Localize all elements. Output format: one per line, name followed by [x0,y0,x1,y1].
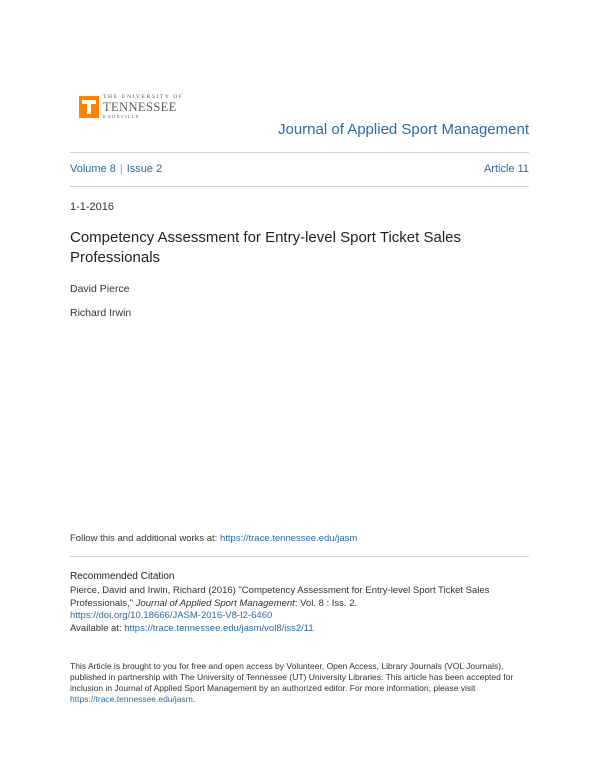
follow-text: Follow this and additional works at: [70,533,220,544]
publication-date: 1-1-2016 [70,201,115,213]
follow-line [70,533,357,544]
access-notice [70,661,530,705]
access-notice-period: . [192,694,196,704]
article-number-link[interactable]: Article 11 [483,163,529,175]
citation-heading: Recommended Citation [70,571,175,582]
access-notice-text: This Article is brought to you for free and open access by Volunteer, Open Access, Library Journals (VOL Journals), published in partnership with The University of Tennessee (UT) University Libraries. This article has been accepted for inclusion in Journal of Applied Sport Management by an authorized editor. For more information, please visit [70,661,514,693]
citation-block [70,585,530,635]
follow-link[interactable]: https://trace.tennessee.edu/jasm [219,533,358,544]
issue-breadcrumb [70,163,162,175]
power-t-icon [79,96,99,118]
citation-journal: Journal of Applied Sport Management [135,597,295,609]
logo-line-tennessee: TENNESSEE [103,100,177,115]
logo-wordmark [103,95,183,120]
available-link[interactable]: https://trace.tennessee.edu/jasm/vol8/iss2/11 [124,622,314,634]
article-title: Competency Assessment for Entry-level Sport Ticket Sales Professionals [70,229,461,266]
citation-text: Pierce, David and Irwin, Richard (2016) "Competency Assessment for Entry-level Sport Ticket Sales Professionals," [70,585,490,609]
university-logo [79,93,184,119]
logo-line-university: THE UNIVERSITY OF [103,93,184,100]
access-notice-link[interactable]: https://trace.tennessee.edu/jasm [70,694,193,704]
author-name: Richard Irwin [70,307,132,319]
divider-top [70,152,529,153]
logo-line-knoxville: KNOXVILLE [103,113,140,119]
available-label: Available at: [70,622,125,634]
journal-title-link[interactable]: Journal of Applied Sport Management [278,121,529,138]
issue-link[interactable]: Issue 2 [126,163,163,175]
issue-separator: | [119,163,123,175]
author-name: David Pierce [70,283,130,295]
citation-volume: : Vol. 8 : Iss. 2. [294,597,358,609]
doi-link[interactable]: https://doi.org/10.18666/JASM-2016-V8-I2-6460 [70,610,273,621]
volume-link[interactable]: Volume 8 [70,163,116,175]
issue-bar [70,163,529,177]
divider-issue [70,186,529,187]
divider-citation [70,556,529,557]
